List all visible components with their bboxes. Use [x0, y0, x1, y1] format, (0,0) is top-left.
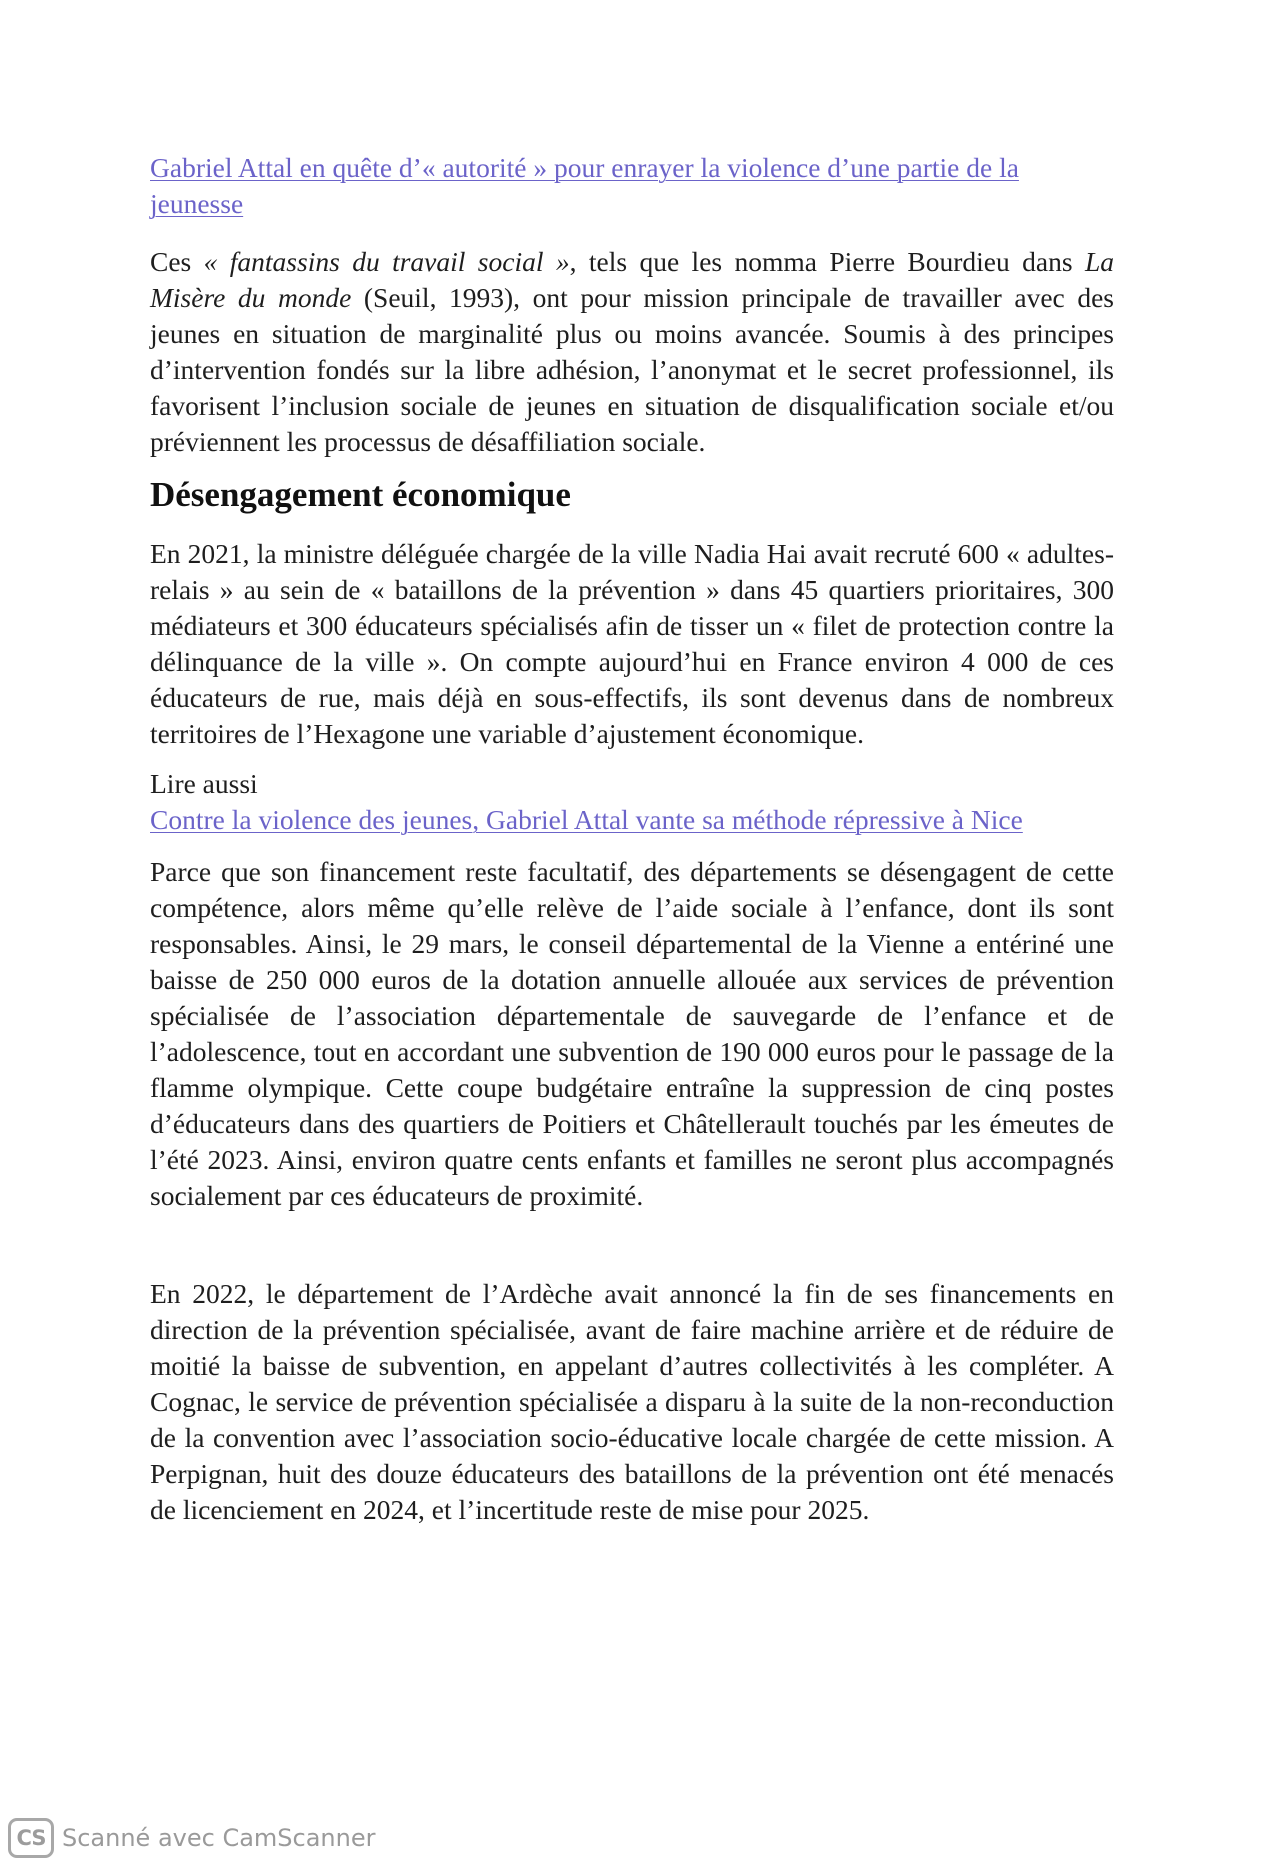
related-article-link-top[interactable]	[150, 150, 1114, 222]
paragraph-3: Parce que son financement reste facultatif, des départements se désengagent de cette compétence, alors même qu’elle relève de l’aide sociale à l’enfance, dont ils sont responsables. Ainsi, le 29 mars, le conseil départemental de la Vienne a entériné une baisse de 250 000 euros de la dotation annuelle allouée aux services de prévention spécialisée de l’association départementale de sauvegarde de l’enfance et de l’adolescence, tout en accordant une subvention de 190 000 euros pour le passage de la flamme olympique. Cette coupe budgétaire entraîne la suppression de cinq postes d’éducateurs dans des quartiers de Poitiers et Châtellerault touchés par les émeutes de l’été 2023. Ainsi, environ quatre cents enfants et familles ne seront plus accompagnés socialement par ces éducateurs de proximité.	[150, 856, 1114, 1211]
paragraph-1-quote: « fantassins du travail social »	[203, 246, 570, 277]
paragraph-spacer	[150, 1228, 1114, 1276]
camscanner-watermark	[8, 1818, 376, 1858]
paragraph-1-text-a: Ces	[150, 246, 204, 277]
read-also-label: Lire aussi	[150, 768, 258, 799]
read-also-link[interactable]: Contre la violence des jeunes, Gabriel Attal vante sa méthode répressive à Nice	[150, 804, 1023, 835]
paragraph-2: En 2021, la ministre déléguée chargée de la ville Nadia Hai avait recruté 600 « adultes-relais » au sein de « bataillons de la prévention » dans 45 quartiers prioritaires, 300 médiateurs et 300 éducateurs spécialisés afin de tisser un « filet de protection contre la délinquance de la ville ». On compte aujourd’hui en France environ 4 000 de ces éducateurs de rue, mais déjà en sous-effectifs, ils sont devenus dans de nombreux territoires de l’Hexagone une variable d’ajustement économique.	[150, 538, 1114, 749]
paragraph-1-text-e: (Seuil, 1993), ont pour mission principale de travailler avec des jeunes en situation de marginalité plus ou moins avancée. Soumis à des principes d’intervention fondés sur la libre adhésion, l’anonymat et le secret professionnel, ils favorisent l’inclusion sociale de jeunes en situation de disqualification sociale et/ou préviennent les processus de désaffiliation sociale.	[150, 282, 1114, 457]
watermark-text: Scanné avec CamScanner	[62, 1824, 376, 1852]
camscanner-logo-icon: CS	[8, 1818, 54, 1858]
paragraph-1-text-c: , tels que les nomma Pierre Bourdieu dans	[569, 246, 1085, 277]
related-article-link[interactable]: Gabriel Attal en quête d’« autorité » pour enrayer la violence d’une partie de la jeunesse	[150, 152, 1019, 219]
paragraph-4: En 2022, le département de l’Ardèche avait annoncé la fin de ses financements en direction de la prévention spécialisée, avant de faire machine arrière et de réduire de moitié la baisse de subvention, en appelant d’autres collectivités à les compléter. A Cognac, le service de prévention spécialisée a disparu à la suite de la non-reconduction de la convention avec l’association socio-éducative locale chargée de cette mission. A Perpignan, huit des douze éducateurs des bataillons de la prévention ont été menacés de licenciement en 2024, et l’incertitude reste de mise pour 2025.	[150, 1278, 1114, 1525]
section-heading: Désengagement économique	[150, 475, 571, 514]
read-also-block	[150, 766, 1114, 838]
book-title: La Misère du monde	[150, 246, 1114, 313]
document-page	[150, 150, 1114, 1542]
paragraph-1	[150, 244, 1114, 460]
